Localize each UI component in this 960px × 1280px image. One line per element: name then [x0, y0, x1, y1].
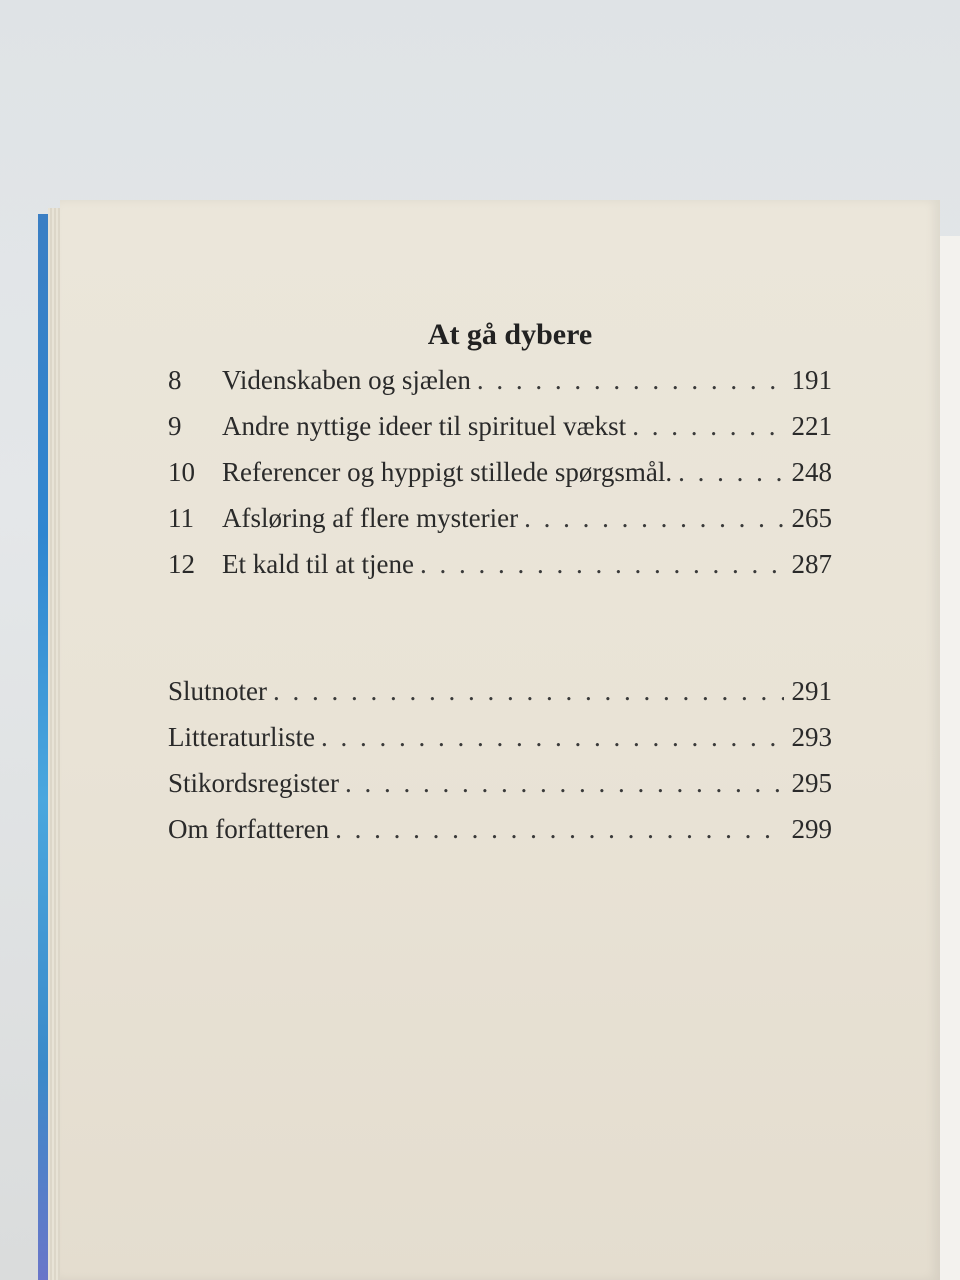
page-number: 287 — [791, 549, 832, 579]
toc-row — [168, 768, 832, 814]
chapter-list — [168, 365, 832, 595]
chapter-title: Videnskaben og sjælen — [222, 365, 471, 395]
toc-row — [168, 365, 832, 411]
chapter-number: 9 — [168, 411, 182, 441]
chapter-number: 11 — [168, 503, 194, 533]
entry-title: Stikordsregister — [168, 768, 339, 798]
chapter-number: 12 — [168, 549, 195, 579]
chapter-number: 8 — [168, 365, 182, 395]
leader-dots — [420, 549, 784, 580]
leader-dots — [335, 814, 784, 845]
leader-dots — [345, 768, 784, 799]
toc-row — [168, 457, 832, 503]
page-number: 295 — [791, 768, 832, 798]
entry-title: Litteraturliste — [168, 722, 315, 752]
leader-dots — [273, 676, 784, 707]
page-number: 265 — [791, 503, 832, 533]
chapter-title: Et kald til at tjene — [222, 549, 414, 579]
chapter-title: Andre nyttige ideer til spirituel vækst — [222, 411, 627, 441]
section-title: At gå dybere — [427, 318, 593, 351]
toc-row — [168, 676, 832, 722]
toc-row — [168, 503, 832, 549]
chapter-title: Afsløring af flere mysterier — [222, 503, 519, 533]
leader-dots — [632, 411, 784, 442]
page-number: 248 — [791, 457, 832, 487]
leader-dots — [678, 457, 784, 488]
leader-dots — [321, 722, 784, 753]
page-number: 291 — [791, 676, 832, 706]
toc-row — [168, 814, 832, 860]
entry-title: Om forfatteren — [168, 814, 330, 844]
page-number: 299 — [791, 814, 832, 844]
chapter-title: Referencer og hyppigt stillede spørgsmål. — [222, 457, 673, 487]
toc-row — [168, 549, 832, 595]
entry-title: Slutnoter — [168, 676, 267, 706]
leader-dots — [524, 503, 784, 534]
page-number: 293 — [791, 722, 832, 752]
chapter-number: 10 — [168, 457, 195, 487]
toc-row — [168, 722, 832, 768]
toc-row — [168, 411, 832, 457]
back-matter-list — [168, 676, 832, 860]
page-number: 191 — [791, 365, 832, 395]
page-number: 221 — [791, 411, 832, 441]
leader-dots — [477, 365, 784, 396]
